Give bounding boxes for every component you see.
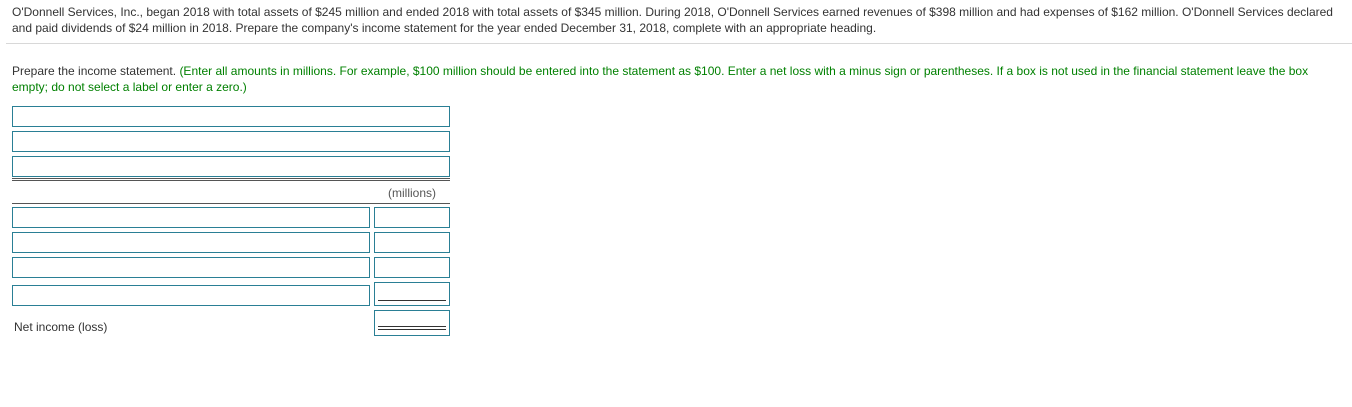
line-item-3-amount-input[interactable] — [374, 257, 450, 278]
line-item-4-amount-input[interactable] — [374, 282, 450, 306]
line-item-2-amount-input[interactable] — [374, 232, 450, 253]
instructions-lead: Prepare the income statement. — [12, 64, 177, 78]
problem-text: O'Donnell Services, Inc., began 2018 with total assets of $245 million and ended 2018 with total assets of $345 million. During 2018, O'Donnell Services earned revenues of $398 million and had expenses of $162 million. O'Donnell Services declared and paid dividends of $24 million in 2018. Prepare the company's income statement for the year ended December 31, 2018, complete with an appropriate heading. — [12, 5, 1333, 35]
heading-rule-bottom — [12, 180, 450, 181]
column-header-rule — [12, 203, 450, 204]
net-income-label: Net income (loss) — [14, 320, 108, 334]
line-item-1-amount-input[interactable] — [374, 207, 450, 228]
heading-row-1-input[interactable] — [12, 106, 450, 127]
instructions — [12, 63, 1342, 95]
problem-statement — [12, 4, 1342, 36]
line-item-2-label-select[interactable] — [12, 232, 370, 253]
line-item-4-label-select[interactable] — [12, 285, 370, 306]
heading-row-2-input[interactable] — [12, 131, 450, 152]
line-item-3-label-select[interactable] — [12, 257, 370, 278]
section-divider — [6, 43, 1352, 44]
net-income-amount-input[interactable] — [374, 310, 450, 336]
column-header-millions: (millions) — [388, 186, 436, 200]
total-single-underline — [378, 300, 446, 301]
instructions-hint: (Enter all amounts in millions. For example, $100 million should be entered into the statement as $100. Enter a net loss with a minus sign or parentheses. If a box is not used in the financial statement leave the box empty; do not select a label or enter a zero.) — [12, 64, 1309, 94]
heading-row-3-input[interactable] — [12, 156, 450, 177]
line-item-1-label-select[interactable] — [12, 207, 370, 228]
heading-rule-top — [12, 178, 450, 179]
net-income-double-underline — [378, 326, 446, 330]
